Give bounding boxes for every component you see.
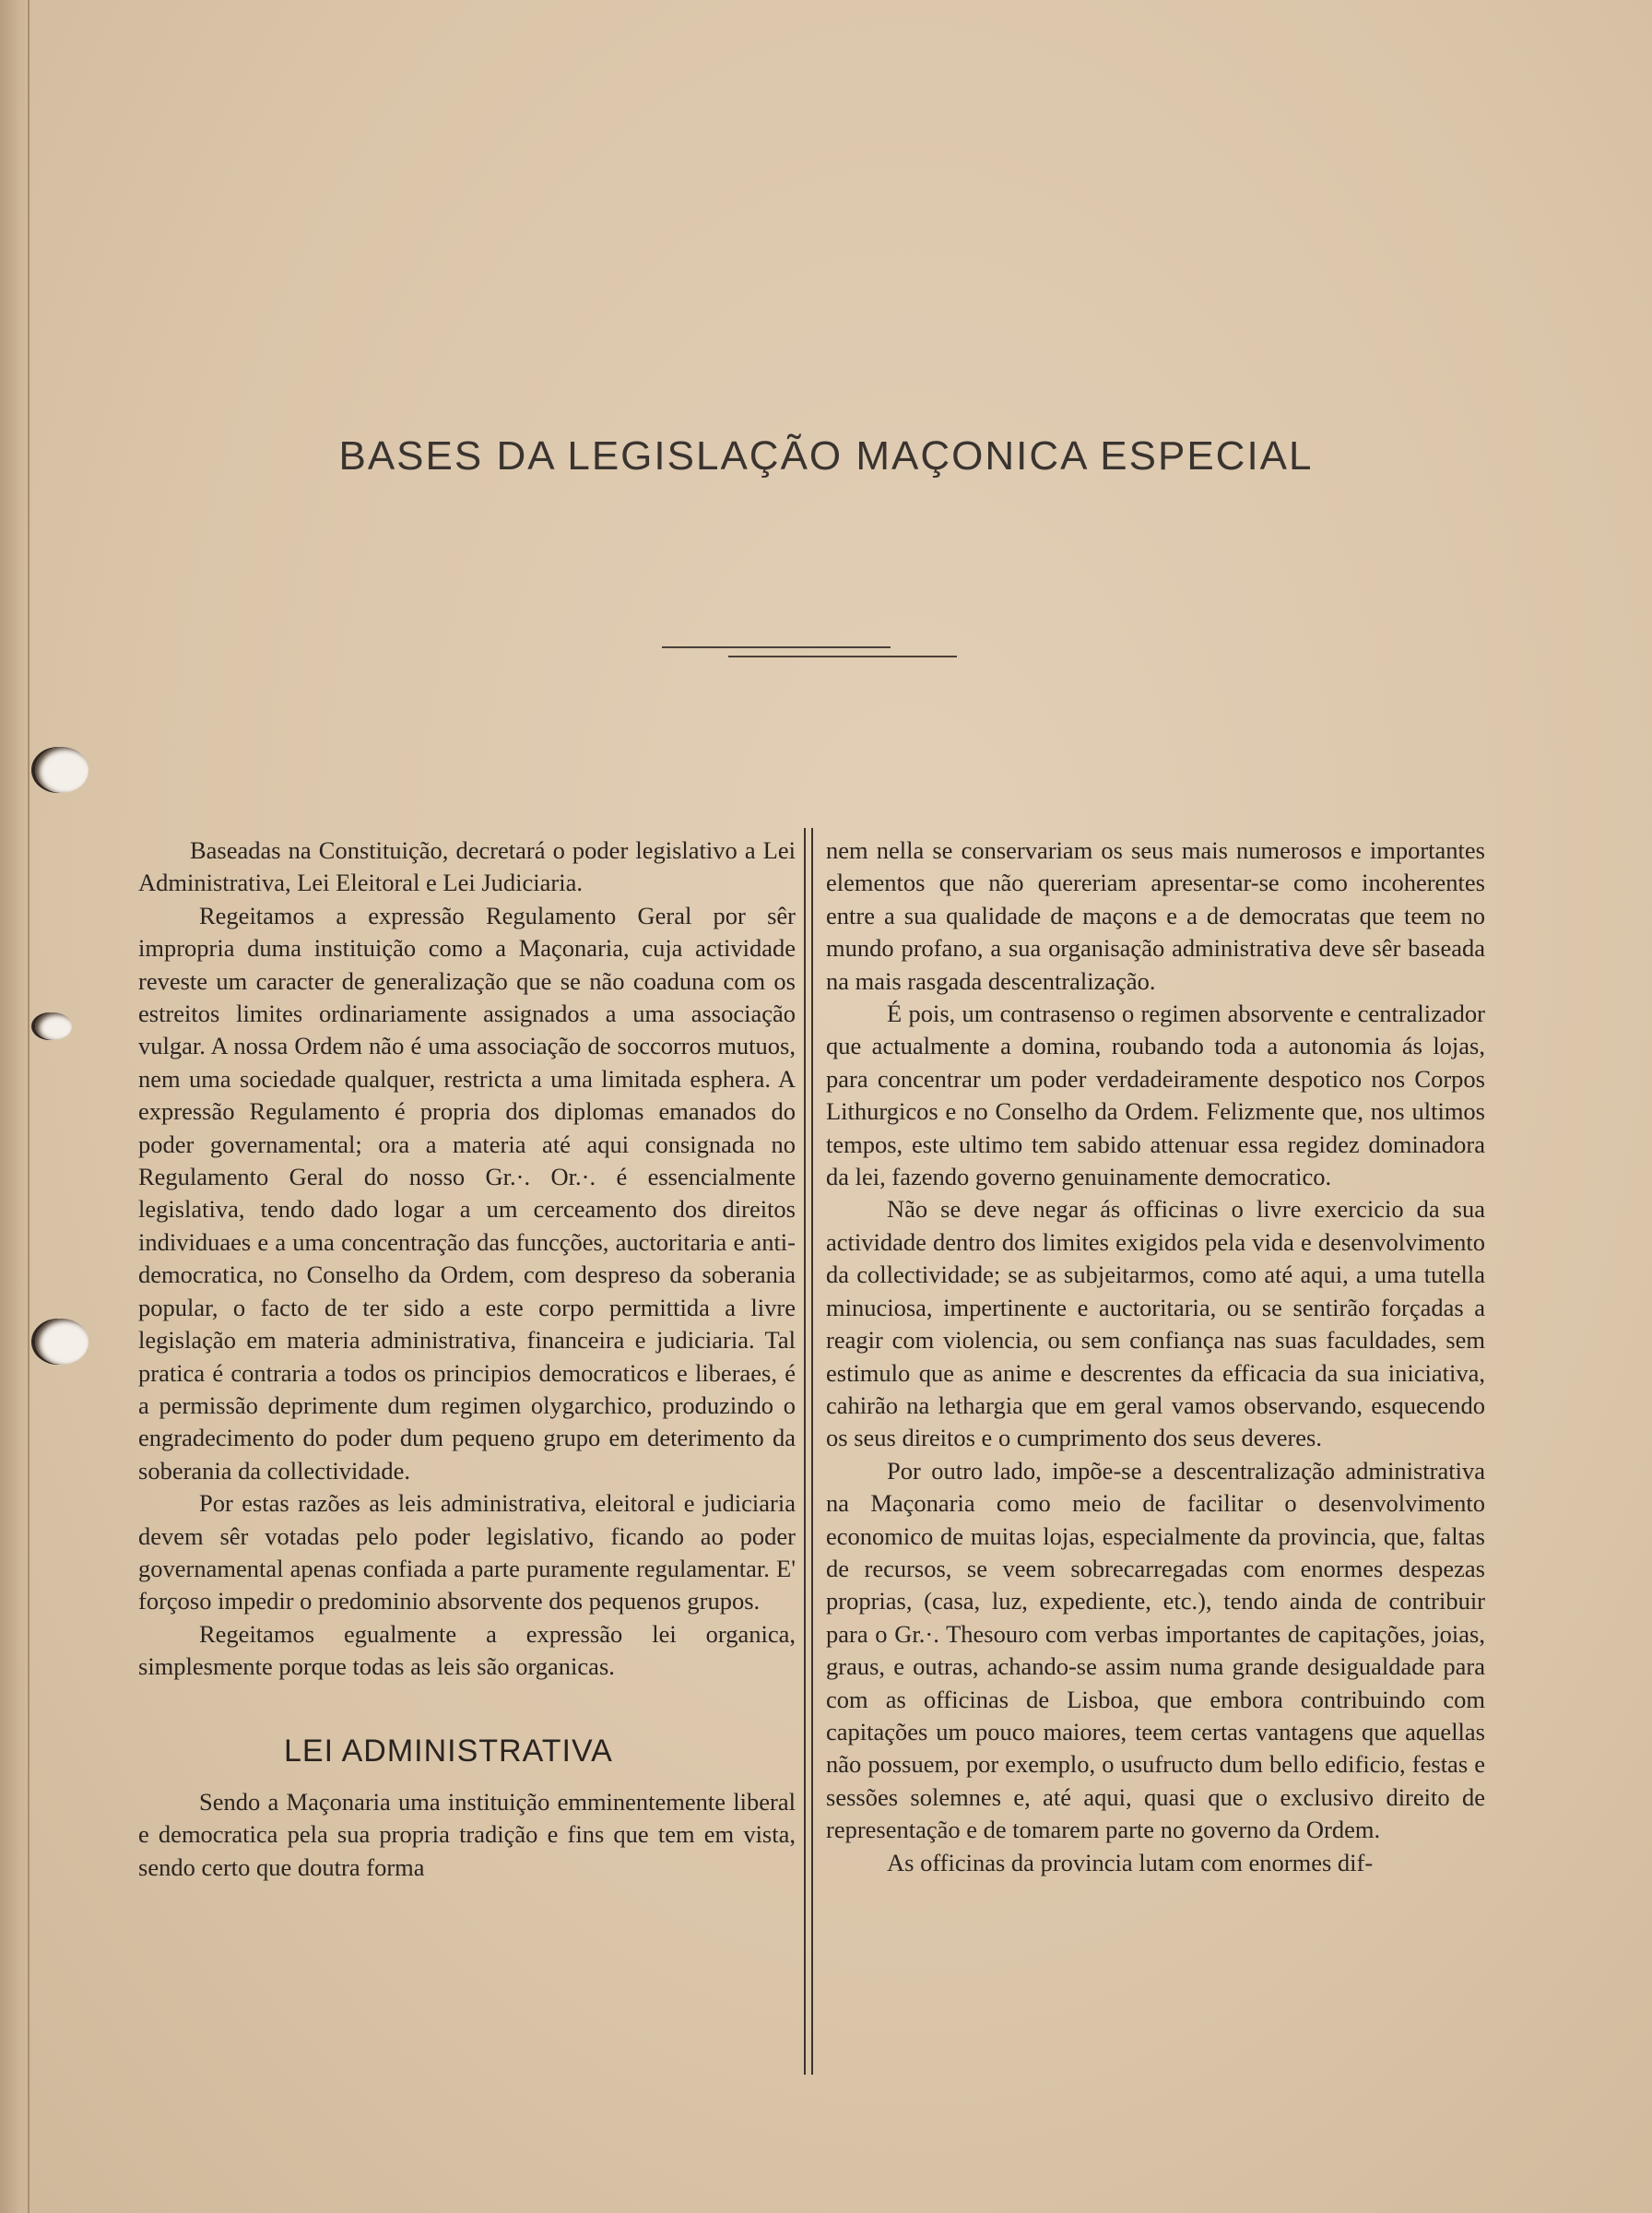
paragraph: As officinas da provincia lutam com enormes dif- [887, 1848, 1374, 1876]
right-column [826, 834, 1485, 1879]
title-rule-upper [662, 646, 891, 648]
punch-hole-bottom [35, 1319, 88, 1365]
column-divider-line [811, 828, 813, 2075]
paragraph: Não se deve negar ás officinas o livre exercicio da sua actividade dentro dos limites exigidos pela vida e desenvolvimento da collectividade; se as subjeitarmos, como até aqui, a uma tutella minuciosa, impertinente e auctoritaria, ou se sentirão forçadas a reagir com violencia, ou sem confiança nas suas faculdades, sem estimulo que as anime e descrentes da efficacia da sua iniciativa, cahirão na lethargia que em geral vamos observando, esquecendo os seus direitos e o cumprimento dos seus deveres. [826, 1195, 1485, 1452]
binding-fold-line [28, 0, 30, 2213]
punch-hole-top [35, 747, 88, 793]
paragraph: Sendo a Maçonaria uma instituição emminentemente liberal e democratica pela sua propria tradição e fins que tem em vista, sendo certo que doutra forma [138, 1787, 796, 1881]
paragraph: Baseadas na Constituição, decretará o poder legislativo a Lei Administrativa, Lei Eleitoral e Lei Judiciaria. [138, 836, 796, 897]
paragraph: É pois, um contrasenso o regimen absorvente e centralizador que actualmente a domina, roubando toda a autonomia ás lojas, para concentrar um poder verdadeiramente despotico nos Corpos Lithurgicos e no Conselho da Ordem. Felizmente que, nos ultimos tempos, este ultimo tem sabido attenuar essa regidez dominadora da lei, fazendo governo genuinamente democratico. [826, 1000, 1485, 1191]
page-title: BASES DA LEGISLAÇÃO MAÇONICA ESPECIAL [338, 433, 1314, 479]
column-divider-line [804, 828, 806, 2075]
paragraph: Regeitamos egualmente a expressão lei organica, simplesmente porque todas as leis são organicas. [138, 1619, 796, 1681]
paragraph: Por outro lado, impõe-se a descentralização administrativa na Maçonaria como meio de facilitar o desenvolvimento economico de muitas lojas, especialmente da provincia, que, faltas de recursos, se veem sobrecarregadas com enormes despezas proprias, (casa, luz, expediente, etc.), tendo ainda de contribuir para o Gr.·. Thesouro com verbas importantes de capitações, joias, graus, e outras, achando-se assim numa grande desigualdade para com as officinas de Lisboa, que embora contribuindo com capitações um pouco maiores, teem certas vantagens que aquellas não possuem, por exemplo, o usufructo dum bello edificio, festas e sessões solemnes e, até aqui, quasi que o exclusivo direito de representação e de tomarem parte no governo da Ordem. [826, 1456, 1485, 1844]
paragraph: Por estas razões as leis administrativa, eleitoral e judiciaria devem sêr votadas pelo poder legislativo, ficando ao poder governamental apenas confiada a parte puramente regulamentar. E' forçoso impedir o predominio absorvente dos pequenos grupos. [138, 1489, 796, 1615]
paragraph: nem nella se conservariam os seus mais numerosos e importantes elementos que não quereriam apresentar-se como incoherentes entre a sua qualidade de maçons e a de democratas que teem no mundo profano, a sua organisação administrativa deve sêr baseada na mais rasgada descentralização. [826, 836, 1485, 995]
paragraph: Regeitamos a expressão Regulamento Geral por sêr impropria duma instituição como a Maçonaria, cuja actividade reveste um caracter de generalização que se não coaduna com os estreitos limites ordinariamente assignados a uma associação vulgar. A nossa Ordem não é uma associação de soccorros mutuos, nem uma sociedade qualquer, restricta a uma limitada esphera. A expressão Regulamento é propria dos diplomas emanados do poder governamental; ora a materia até aqui consignada no Regulamento Geral do nosso Gr.·. Or.·. é essencialmente legislativa, tendo dado logar a um cerceamento dos direitos individuaes e a uma concentração das funcções, auctoritaria e anti-democratica, no Conselho da Ordem, com despreso da soberania popular, o facto de ter sido a este corpo permittida a livre legislação em materia administrativa, financeira e judiciaria. Tal pratica é contraria a todos os principios democraticos e liberaes, é a permissão deprimente dum regimen olygarchico, produzindo o engradecimento do poder dum pequeno grupo em deterimento da soberania da collectividade. [138, 901, 796, 1485]
section-heading: LEI ADMINISTRATIVA [284, 1733, 613, 1769]
title-rule-lower [728, 656, 957, 657]
punch-hole-middle [35, 1012, 72, 1040]
left-column [138, 834, 796, 1884]
